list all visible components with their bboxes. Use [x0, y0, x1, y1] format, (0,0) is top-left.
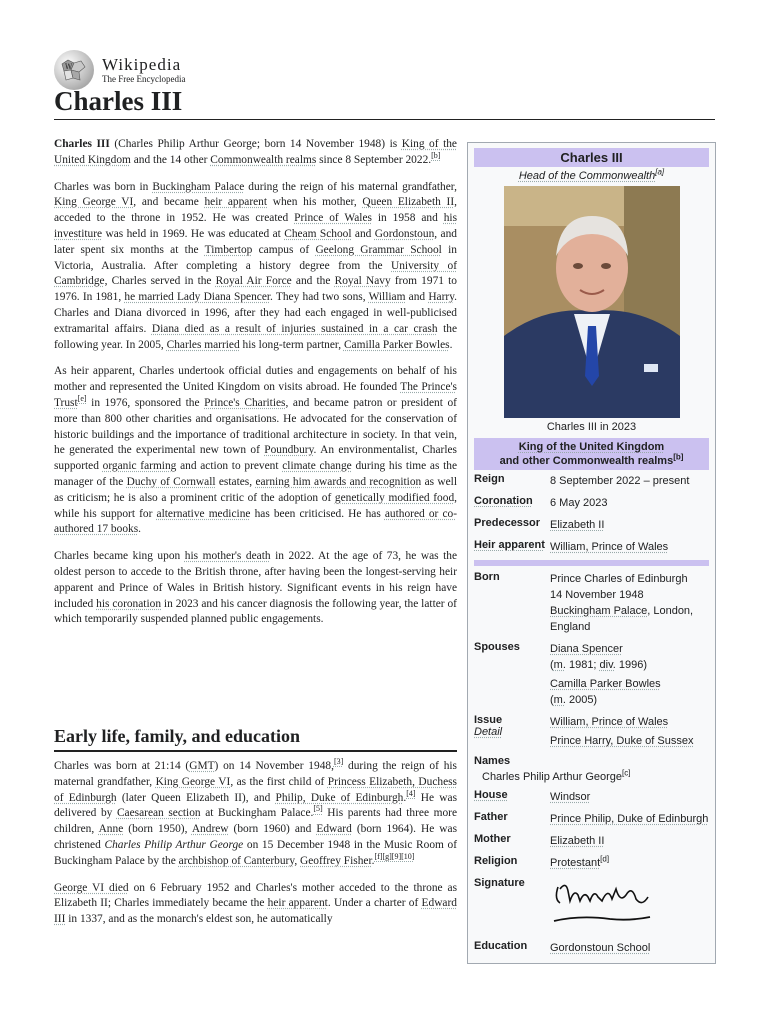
citation-ref[interactable]: [f][g][9][10]: [374, 851, 415, 861]
article-link[interactable]: earning him awards and recognition: [255, 475, 422, 488]
article-link[interactable]: Charles married: [166, 338, 240, 351]
wikipedia-globe-logo[interactable]: [54, 50, 94, 90]
article-link[interactable]: Philip, Duke of Edinburgh: [275, 791, 404, 804]
article-link[interactable]: Prince's Charities: [204, 396, 286, 409]
issue-detail-link[interactable]: Detail: [474, 726, 503, 738]
names-row: [474, 752, 709, 786]
heir-row: [474, 536, 709, 558]
infobox: [467, 142, 716, 964]
reign-value: 8 September 2022 – present: [550, 475, 690, 487]
signature-label: Signature: [474, 877, 525, 889]
heir-label[interactable]: Heir apparent: [474, 539, 545, 551]
head-of-commonwealth-link[interactable]: Head of the Commonwealth: [518, 170, 656, 182]
issue-harry-link[interactable]: Prince Harry, Duke of Sussex: [550, 735, 694, 747]
article-link[interactable]: organic farming: [102, 460, 177, 473]
divorced-abbr[interactable]: div.: [599, 659, 616, 671]
signature-image[interactable]: [550, 877, 660, 929]
religion-link[interactable]: Protestant: [550, 857, 601, 869]
religion-note[interactable]: [d]: [600, 854, 610, 864]
article-link[interactable]: Geoffrey Fisher: [300, 854, 372, 867]
article-link[interactable]: Queen Elizabeth II: [362, 196, 455, 209]
article-link[interactable]: Princess Elizabeth, Duchess of Edinburgh: [54, 775, 457, 804]
spouse-diana-link[interactable]: Diana Spencer: [550, 643, 623, 655]
article-link[interactable]: Diana died as a result of injuries sustained in a car crash: [151, 322, 438, 335]
article-link[interactable]: his coronation: [96, 597, 162, 610]
article-link[interactable]: Royal Navy: [334, 275, 391, 288]
predecessor-label: Predecessor: [474, 517, 541, 529]
religion-row: [474, 852, 709, 874]
intro-paragraph: Charles became king upon his mother's death in 2022. At the age of 73, he was the oldest person to accede to the British throne, after having been the longest-serving heir apparent and Prince of Wales in British history. Significant events in his reign have included his coronation in 2023 and his cancer diagnosis the following year, the latter of which temporarily suspended planned public engagements.: [54, 550, 458, 626]
citation-ref[interactable]: [5]: [313, 804, 323, 814]
father-label: Father: [474, 811, 508, 823]
section-heading-early-life: Early life, family, and education: [54, 726, 457, 752]
article-link[interactable]: alternative medicine: [156, 507, 251, 520]
article-link[interactable]: archbishop of Canterbury: [178, 854, 295, 867]
mother-link[interactable]: Elizabeth II: [550, 835, 605, 847]
infobox-subtitle: [468, 167, 715, 182]
heir-link[interactable]: William, Prince of Wales: [550, 541, 669, 553]
infobox-separator: [474, 560, 709, 566]
article-link[interactable]: Royal Air Force: [215, 275, 292, 288]
article-link[interactable]: climate change: [282, 460, 352, 473]
names-label: Names: [474, 755, 511, 767]
svg-text:W: W: [65, 63, 73, 71]
article-link[interactable]: Cheam School: [284, 227, 352, 240]
title-divider: [54, 119, 715, 120]
portrait-image[interactable]: [504, 186, 680, 418]
born-place-link[interactable]: Buckingham Palace: [550, 605, 648, 617]
religion-label: Religion: [474, 855, 518, 867]
article-link[interactable]: Commonwealth realms: [210, 153, 317, 166]
issue-william-link[interactable]: William, Prince of Wales: [550, 716, 669, 728]
infobox-title: Charles III: [474, 148, 709, 167]
mother-row: [474, 830, 709, 852]
born-place-rest: , London, England: [550, 605, 694, 633]
site-header[interactable]: [54, 52, 185, 88]
article-link[interactable]: Edward: [316, 823, 352, 836]
intro-paragraph: Charles was born in Buckingham Palace during the reign of his maternal grandfather, King George VI, and became heir apparent when his mother, Queen Elizabeth II, acceded to the throne in 1952. He was created Prince of Wales in 1958 and his investiture was held in 1969. He was educated at Cheam School and Gordonstoun, and later spent six months at the Timbertop campus of Geelong Grammar School in Victoria, Australia. After completing a history degree from the University of Cambridge, Charles served in the Royal Air Force and the Royal Navy from 1971 to 1976. In 1981, he married Lady Diana Spencer. They had two sons, William and Harry. Charles and Diana divorced in 1996, after they had each engaged in well-publicised extramarital affairs. Diana died as a result of injuries sustained in a car crash the following year. In 2005, Charles married his long-term partner, Camilla Parker Bowles.: [54, 180, 458, 351]
father-link[interactable]: Prince Philip, Duke of Edinburgh: [550, 813, 709, 825]
article-link[interactable]: Duchy of Cornwall: [126, 475, 216, 488]
site-name: Wikipedia: [102, 54, 182, 74]
article-link[interactable]: heir apparent: [204, 196, 268, 209]
puzzle-globe-icon: [54, 50, 94, 90]
signature-row: [474, 874, 709, 937]
born-label: Born: [474, 571, 500, 583]
article-link[interactable]: William: [368, 291, 406, 304]
coronation-label[interactable]: Coronation: [474, 495, 533, 507]
article-link[interactable]: Gordonstoun: [374, 227, 435, 240]
married-abbr[interactable]: m.: [553, 659, 566, 671]
article-link[interactable]: GMT: [189, 760, 215, 772]
article-link[interactable]: heir apparent: [267, 897, 328, 910]
citation-ref[interactable]: [e]: [77, 394, 87, 404]
article-link[interactable]: Geelong Grammar School: [315, 243, 442, 256]
names-value: Charles Philip Arthur George: [482, 771, 623, 783]
issue-row: [474, 711, 709, 752]
education-label: Education: [474, 940, 528, 952]
article-intro: [54, 137, 457, 639]
predecessor-row: [474, 514, 709, 536]
citation-ref[interactable]: [4]: [406, 788, 416, 798]
intro-paragraph: Charles III (Charles Philip Arthur George; born 14 November 1948) is King of the United Kingdom and the 14 other Commonwealth realms since 8 September 2022.[b]: [54, 138, 457, 166]
article-link[interactable]: authored or co-authored 17 books: [54, 507, 457, 536]
role-note[interactable]: [b]: [673, 452, 684, 462]
coronation-value: 6 May 2023: [550, 497, 608, 509]
article-section-early-life: [54, 759, 457, 939]
italic-text: Charles Philip Arthur George: [104, 838, 244, 851]
article-link[interactable]: King of the United Kingdom: [54, 138, 457, 166]
spouses-label: Spouses: [474, 641, 520, 653]
article-link[interactable]: his investiture: [54, 212, 457, 240]
citation-ref[interactable]: [3]: [333, 757, 344, 767]
born-date: 14 November 1948: [550, 589, 644, 601]
article-link[interactable]: Caesarean section: [116, 807, 201, 820]
article-link[interactable]: he married Lady Diana Spencer: [124, 291, 271, 304]
predecessor-link[interactable]: Elizabeth II: [550, 519, 605, 531]
article-link[interactable]: Andrew: [191, 823, 229, 836]
spouse-camilla-year: 2005): [565, 694, 598, 706]
article-link[interactable]: The Prince's Trust: [54, 381, 457, 409]
born-name: Prince Charles of Edinburgh: [550, 573, 688, 585]
intro-paragraph: As heir apparent, Charles undertook official duties and engagements on behalf of his mother and represented the United Kingdom on visits abroad. He founded The Prince's Trust[e] in 1976, sponsored the Prince's Charities, and became patron or president of more than 800 other charities and organisations. He advocated for the conservation of historic buildings and the importance of traditional architecture in society. In that vein, he generated the experimental new town of Poundbury. An environmentalist, Charles supported organic farming and action to prevent climate change during his time as the manager of the Duchy of Cornwall estates, earning him awards and recognition as well as criticism; he is also a prominent critic of the adoption of genetically modified food, while his support for alternative medicine has been criticised. He has authored or co-authored 17 books.: [54, 365, 458, 536]
page-title: Charles III: [54, 86, 183, 116]
spouse-diana-end: 1996): [615, 659, 648, 671]
born-row: [474, 568, 709, 638]
wikipedia-wordmark: [102, 56, 185, 85]
names-note[interactable]: [c]: [622, 768, 631, 778]
article-link[interactable]: Poundbury: [264, 444, 314, 457]
article-link[interactable]: Buckingham Palace: [152, 180, 245, 193]
mother-label: Mother: [474, 833, 511, 845]
portrait-caption: Charles III in 2023: [546, 421, 637, 433]
article-link[interactable]: his mother's death: [184, 550, 271, 563]
article-link[interactable]: King George VI: [54, 196, 134, 209]
bold-subject: Charles III: [54, 138, 110, 150]
infobox-subtitle-note[interactable]: [a]: [655, 167, 665, 177]
early-life-paragraph: Charles was born at 21:14 (GMT) on 14 November 1948,[3] during the reign of his maternal grandfather, King George VI, as the first child of Princess Elizabeth, Duchess of Edinburgh (later Queen Elizabeth II), and Philip, Duke of Edinburgh.[4] He was delivered by Caesarean section at Buckingham Palace.[5] His parents had three more children, Anne (born 1950), Andrew (born 1960) and Edward (born 1964). He was christened Charles Philip Arthur George on 15 December 1948 in the Music Room of Buckingham Palace by the archbishop of Canterbury, Geoffrey Fisher.[f][g][9][10]: [54, 757, 458, 867]
article-link[interactable]: University of Cambridge: [54, 259, 457, 288]
role-line2: and other Commonwealth realms: [499, 455, 674, 467]
article-link[interactable]: Harry: [428, 291, 455, 304]
coronation-row: [474, 492, 709, 514]
article-link[interactable]: Anne: [98, 823, 124, 836]
spouse-camilla-link[interactable]: Camilla Parker Bowles: [550, 678, 661, 690]
house-label[interactable]: House: [474, 789, 508, 801]
article-link[interactable]: Prince of Wales: [294, 212, 372, 225]
citation-ref[interactable]: [b]: [431, 151, 441, 160]
father-row: [474, 808, 709, 830]
infobox-role-header: [474, 438, 709, 470]
article-link[interactable]: genetically modified food: [334, 491, 455, 504]
education-row: [474, 937, 709, 959]
article-link[interactable]: Edward III: [54, 897, 457, 926]
article-link[interactable]: Timbertop: [204, 243, 253, 256]
article-link[interactable]: King George VI: [155, 775, 231, 788]
married-abbr-2[interactable]: m.: [553, 694, 566, 706]
reign-row: [474, 470, 709, 492]
king-uk-link[interactable]: King of the United Kingdom: [518, 441, 665, 453]
spouse-diana-years: 1981;: [565, 659, 600, 671]
issue-label: Issue: [474, 714, 503, 726]
site-tagline: The Free Encyclopedia: [102, 73, 186, 84]
article-link[interactable]: George VI died: [54, 881, 129, 894]
article-link[interactable]: Camilla Parker Bowles: [343, 338, 450, 351]
education-link[interactable]: Gordonstoun School: [550, 942, 651, 954]
house-row: [474, 786, 709, 808]
spouses-row: Spouses Diana Spencer (m. 1981; div. 1996) Camilla Parker Bowles (m. 2005): [474, 641, 661, 706]
house-link[interactable]: Windsor: [550, 791, 591, 803]
reign-label: Reign: [474, 473, 505, 485]
early-life-paragraph: George VI died on 6 February 1952 and Charles's mother acceded to the throne as Elizabeth II; Charles immediately became the heir apparent. Under a charter of Edward III in 1337, and as the monarch's eldest son, he automatically: [54, 881, 458, 926]
